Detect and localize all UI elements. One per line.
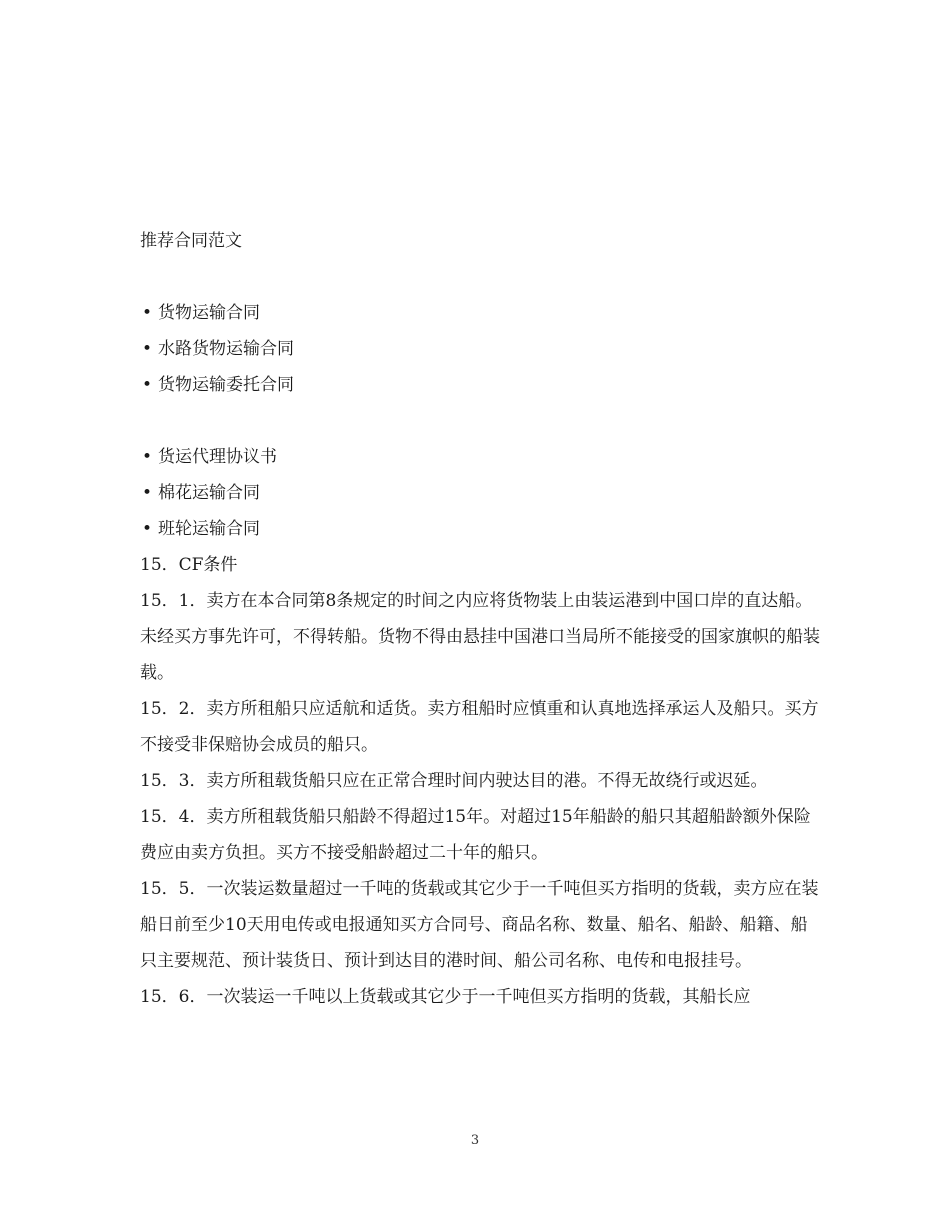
bullet-icon: • bbox=[142, 519, 153, 539]
recommended-link[interactable] bbox=[140, 511, 820, 547]
bullet-icon: • bbox=[142, 303, 153, 323]
bullet-icon: • bbox=[142, 447, 153, 467]
recommended-link[interactable] bbox=[140, 367, 820, 403]
spacer bbox=[140, 403, 820, 439]
bullet-icon: • bbox=[142, 339, 153, 359]
recommended-link[interactable] bbox=[140, 439, 820, 475]
recommended-link-label: 水路货物运输合同 bbox=[158, 339, 294, 359]
page-content bbox=[140, 223, 820, 1015]
section-heading: 15．CF条件 bbox=[140, 555, 238, 575]
clause-15-5: 15．5．一次装运数量超过一千吨的货载或其它少于一千吨但买方指明的货载，卖方应在装船日前至少10天用电传或电报通知买方合同号、商品名称、数量、船名、船龄、船籍、船只主要规范、预计装货日、预计到达目的港时间、船公司名称、电传和电报挂号。 bbox=[140, 879, 819, 971]
recommended-link-label: 棉花运输合同 bbox=[158, 483, 260, 503]
bullet-icon: • bbox=[142, 375, 153, 395]
spacer bbox=[140, 259, 820, 295]
recommended-link-label: 货物运输委托合同 bbox=[158, 375, 294, 395]
page-number: 3 bbox=[470, 1133, 480, 1148]
clause-15-1: 15．1．卖方在本合同第8条规定的时间之内应将货物装上由装运港到中国口岸的直达船。未经买方事先许可，不得转船。货物不得由悬挂中国港口当局所不能接受的国家旗帜的船装载。 bbox=[140, 591, 820, 683]
recommended-heading: 推荐合同范文 bbox=[140, 231, 242, 251]
recommended-link[interactable] bbox=[140, 295, 820, 331]
recommended-link-label: 班轮运输合同 bbox=[158, 519, 260, 539]
recommended-link[interactable] bbox=[140, 331, 820, 367]
recommended-link-label: 货物运输合同 bbox=[158, 303, 260, 323]
recommended-link-label: 货运代理协议书 bbox=[158, 447, 277, 467]
clause-15-6: 15．6．一次装运一千吨以上货载或其它少于一千吨但买方指明的货载，其船长应 bbox=[140, 987, 751, 1007]
clause-15-2: 15．2．卖方所租船只应适航和适货。卖方租船时应慎重和认真地选择承运人及船只。买方不接受非保赔协会成员的船只。 bbox=[140, 699, 819, 755]
recommended-list-1 bbox=[140, 295, 820, 403]
recommended-link[interactable] bbox=[140, 475, 820, 511]
clause-15-3: 15．3．卖方所租载货船只应在正常合理时间内驶达目的港。不得无故绕行或迟延。 bbox=[140, 771, 768, 791]
clause-15-4: 15．4．卖方所租载货船只船龄不得超过15年。对超过15年船龄的船只其超船龄额外保险费应由卖方负担。买方不接受船龄超过二十年的船只。 bbox=[140, 807, 811, 863]
recommended-list-2 bbox=[140, 439, 820, 547]
bullet-icon: • bbox=[142, 483, 153, 503]
